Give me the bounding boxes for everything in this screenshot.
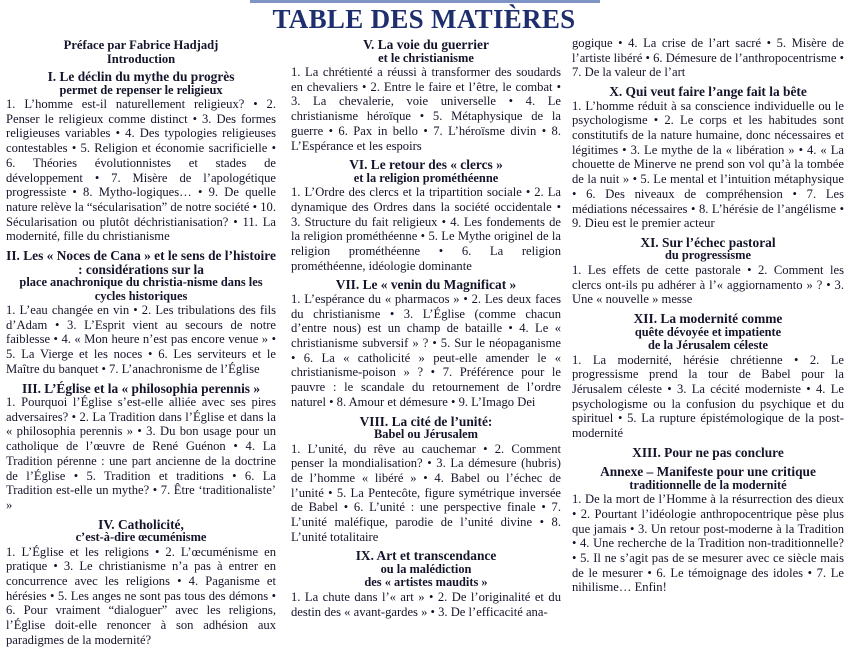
- section-subheading: permet de repenser le religieux: [59, 82, 223, 97]
- toc-section[interactable]: [572, 312, 844, 441]
- section-heading: Annexe – Manifeste pour une critique: [600, 464, 816, 480]
- toc-section[interactable]: [6, 249, 276, 377]
- section-subheading: du progressisme: [665, 248, 751, 263]
- section-heading: VIII. La cité de l’unité:: [359, 413, 493, 429]
- toc-section[interactable]: [6, 70, 276, 244]
- section-subheading: de la Jérusalem céleste: [647, 338, 769, 353]
- section-subheading: c’est-à-dire œcuménisme: [75, 530, 207, 545]
- section-heading: XII. La modernité comme: [633, 311, 783, 327]
- section-subheading: traditionnelle de la modernité: [629, 477, 787, 492]
- section-subheading: et la religion prométhéenne: [353, 170, 499, 185]
- section-subheading: Babel ou Jérusalem: [374, 427, 478, 442]
- toc-section[interactable]: [291, 278, 561, 409]
- page-title: TABLE DES MATIÈRES: [272, 4, 576, 34]
- section-heading: II. Les « Noces de Cana » et le sens de l’histoire : considérations sur la: [6, 248, 276, 277]
- section-items: 1. Pourquoi l’Église s’est-elle alliée avec ses pires adversaires? • 2. La Tradition dans l’Église et dans la « philosophia perennis » • 3. Du bon usage pour un catholique de l’œuvre de René Guénon • 4. La Tradition pérenne : une part ancienne de la doctrine de l’Église • 5. Tradition et traditions • 6. La Tradition est-elle un mythe? • 7. Être ‘traditionaliste’ »: [6, 395, 276, 512]
- section-items-continued: gogique • 4. La crise de l’art sacré • 5. Misère de l’artiste libéré • 6. Démesure de l’anthropocentrisme • 7. De la valeur de l’art: [572, 36, 844, 80]
- section-subheading: place anachronique du christia-nisme dans les cycles historiques: [19, 275, 263, 303]
- section-items: 1. L’espérance du « pharmacos » • 2. Les deux faces du christianisme • 3. L’Église (comme chacun d’entre nous) est un champ de bataille • 4. Le « christianisme subversif » ? • 5. Sur le néopaganisme • 6. La « catholicité » peut-elle amender le « christianisme-poison » ? • 7. Préférence pour le pauvre : le scandale du retournement de l’ordre naturel • 8. Amour et démesure • 9. L’Imago Dei: [291, 291, 561, 409]
- section-items: 1. La chute dans l’« art » • 2. De l’originalité et du destin des « avant-gardes » • 3. De l’efficacité ana-: [291, 589, 561, 619]
- preface-line[interactable]: Préface par Fabrice Hadjadj: [63, 38, 219, 52]
- section-items: 1. La chrétienté a réussi à transformer des soudards en chevaliers • 2. Entre le faire et l’être, le combat • 3. La chevalerie, voie universelle • 4. Le christianisme héroïque • 5. Métaphysique de la guerre • 6. Pax in bello • 7. L’héroïsme divin • 8. L’Espérance et les espoirs: [291, 65, 561, 153]
- section-heading: XIII. Pour ne pas conclure: [632, 444, 784, 460]
- section-items: 1. Les effets de cette pastorale • 2. Comment les clercs ont-ils pu adhérer à l’« aggiornamento » ? • 3. Une « nouvelle » messe: [572, 262, 844, 307]
- section-subheading: des « artistes maudits »: [364, 575, 488, 590]
- section-items: 1. L’homme réduit à sa conscience individuelle ou le psychologisme • 2. Le corps et les habitudes sont constitutifs de la nature humaine, donc nécessaires et légitimes • 3. Le mythe de la « libération » • 4. « La chouette de Minerve ne prend son vol qu’à la tombée de la nuit » • 5. Le mental et l’intuition métaphysique • 6. Des niveaux de compréhension • 7. Les médiations nécessaires • 8. L’hérésie de l’angélisme • 9. Dieu est le premier acteur: [572, 98, 844, 231]
- toc-section[interactable]: [572, 446, 844, 460]
- column-2: [291, 38, 561, 656]
- toc-section[interactable]: [6, 382, 276, 513]
- section-heading: V. La voie du guerrier: [363, 38, 489, 52]
- section-subheading: et le christianisme: [378, 50, 474, 65]
- toc-section[interactable]: [291, 415, 561, 545]
- section-items: 1. L’unité, du rêve au cauchemar • 2. Comment penser la mondialisation? • 3. La démesure (hubris) de l’homme « libéré » • 4. Babel ou l’échec de l’unité • 5. La Pentecôte, figure symétrique inversée de Babel • 6. L’unité : une perspective finale • 7. L’unité maléfique, parodie de l’unité divine • 8. L’unité totalitaire: [291, 441, 561, 544]
- toc-section[interactable]: [291, 38, 561, 153]
- toc-section[interactable]: [6, 518, 276, 648]
- toc-columns: [0, 36, 848, 654]
- section-heading: VI. Le retour des « clercs »: [349, 157, 503, 173]
- section-items: 1. De la mort de l’Homme à la résurrection des dieux • 2. Pourtant l’idéologie anthropocentrique pèse plus que jamais • 3. Un retour post-moderne à la Tradition • 4. Une recherche de la Tradition non-traditionnelle? • 5. Il ne s’agit pas de se mesurer avec ce siècle mais de le mesurer • 6. Le témoignage des idoles • 7. Le nihilisme… Enfin!: [572, 492, 844, 595]
- section-heading: X. Qui veut faire l’ange fait la bête: [609, 84, 807, 100]
- section-heading: III. L’Église et la « philosophia perennis »: [21, 380, 261, 396]
- section-heading: VII. Le « venin du Magnificat »: [335, 277, 517, 293]
- section-items: 1. L’homme est-il naturellement religieux? • 2. Penser le religieux comme distinct • 3. Des formes religieuses variables • 4. Des typologies religieuses contestables • 5. Religion et économie sacrificielle • 6. Théories évolutionnistes et stades de développement • 7. Misère de l’apologétique progressiste • 8. Mytho-logiques… • 9. De quelle nature relève la “sécularisation” de notre société • 10. Sécularisation ou plutôt déchristianisation? • 11. La modernité, fille du christianisme: [6, 97, 276, 244]
- toc-section[interactable]: [572, 236, 844, 307]
- toc-section[interactable]: [572, 85, 844, 231]
- column-1: [6, 36, 276, 654]
- section-items: 1. L’Ordre des clercs et la tripartition sociale • 2. La dynamique des Ordres dans la société occidentale • 3. Structure du fait religieux • 4. Les fondements de la religion prométhéenne • 5. Le Mythe originel de la religion prométhéenne • 6. La religion prométhéenne, idéologie dominante: [291, 185, 561, 273]
- section-heading: IV. Catholicité,: [98, 516, 184, 532]
- section-heading: IX. Art et transcendance: [355, 548, 497, 564]
- section-subheading: ou la malédiction: [380, 561, 472, 576]
- toc-section[interactable]: [291, 158, 561, 273]
- section-subheading: quête dévoyée et impatiente: [634, 324, 782, 339]
- toc-section[interactable]: [572, 465, 844, 595]
- section-items: 1. La modernité, hérésie chrétienne • 2. Le progressisme prend la tour de Babel pour la Jérusalem céleste • 3. La cécité moderniste • 4. Le psychologisme ou la confusion du psychique et du spirituel • 5. La rupture épistémologique de la post-modernité: [572, 352, 844, 441]
- introduction-line[interactable]: Introduction: [106, 52, 176, 66]
- section-items: 1. L’Église et les religions • 2. L’œcuménisme en pratique • 3. Le christianisme n’a pas à entrer en concurrence avec les religions • 4. Paganisme et hérésies • 5. Les anges ne sont pas tous des démons • 6. Pour vraiment “dialoguer” avec les religions, l’Église doit-elle renoncer à son adhésion aux paradigmes de la modernité?: [6, 544, 276, 647]
- section-heading: XI. Sur l’échec pastoral: [640, 234, 776, 250]
- toc-section[interactable]: [291, 549, 561, 619]
- section-items: 1. L’eau changée en vin • 2. Les tribulations des fils d’Adam • 3. L’Esprit vient au secours de notre faiblesse • 4. « Mon heure n’est pas encore venue » • 5. La Vierge et les noces • 6. Les serviteurs et le Maître du banquet • 7. L’anachronisme de l’Église: [6, 303, 276, 376]
- top-accent-bar: [250, 0, 600, 3]
- section-heading: I. Le déclin du mythe du progrès: [47, 69, 235, 84]
- column-3: [572, 36, 844, 654]
